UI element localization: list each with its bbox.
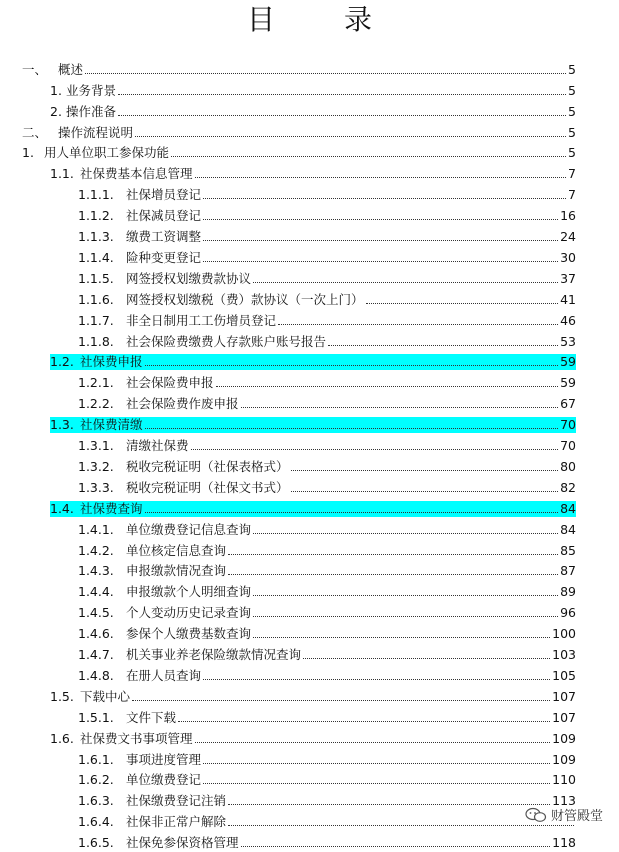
toc-entry[interactable]: [0, 309, 619, 330]
toc-entry-line: [50, 104, 576, 120]
toc-page-number: 46: [560, 312, 576, 328]
toc-entry-line: [78, 522, 576, 538]
toc-entry-number: 1.6.4.: [78, 814, 114, 830]
toc-entry-line: [78, 543, 576, 559]
toc-leader-dots: [195, 176, 567, 178]
toc-leader-dots: [203, 678, 550, 680]
toc-page-number: 85: [560, 542, 576, 558]
toc-entry[interactable]: [0, 581, 619, 602]
toc-entry-label: 个人变动历史记录查询: [126, 605, 252, 621]
toc-entry-line: [78, 480, 576, 496]
toc-entry[interactable]: [0, 727, 619, 748]
toc-entry-number: 1.4.8.: [78, 667, 114, 683]
toc-entry-line: [78, 563, 576, 579]
toc-leader-dots: [216, 385, 559, 387]
toc-leader-dots: [253, 615, 558, 617]
toc-entry-label: 社会保险费申报: [126, 375, 214, 391]
toc-entry-label: 社会保险费作废申报: [126, 396, 239, 412]
toc-entry-line: [78, 313, 576, 329]
toc-entry-number: 1.4.: [50, 500, 74, 516]
toc-page-number: 82: [560, 479, 576, 495]
toc-entry-label: 社保费基本信息管理: [80, 166, 193, 182]
toc-page-number: 5: [568, 103, 576, 119]
toc-entry[interactable]: [0, 163, 619, 184]
toc-leader-dots: [145, 427, 559, 429]
toc-leader-dots: [203, 782, 550, 784]
toc-entry-number: 1.1.7.: [78, 312, 114, 328]
toc-entry-line: [78, 752, 576, 768]
toc-entry-label: 社保缴费登记注销: [126, 793, 227, 809]
toc-entry[interactable]: [0, 392, 619, 413]
toc-entry-label: 社保免参保资格管理: [126, 835, 239, 851]
toc-entry-label: 概述: [58, 61, 84, 77]
toc-entry[interactable]: [0, 413, 619, 434]
page-title: 目 录: [247, 3, 402, 36]
toc-entry-label: 社保非正常户解除: [126, 814, 227, 830]
toc-entry[interactable]: [0, 183, 619, 204]
toc-entry-label: 操作流程说明: [58, 124, 134, 140]
toc-entry[interactable]: [0, 497, 619, 518]
toc-entry-line: [78, 396, 576, 412]
toc-entry-label: 单位缴费登记: [126, 772, 202, 788]
toc-entry-number: 1.1.: [50, 166, 74, 182]
toc-entry-number: 1.4.1.: [78, 521, 114, 537]
toc-page-number: 5: [568, 124, 576, 140]
toc-entry[interactable]: [0, 748, 619, 769]
toc-entry-line: [78, 459, 576, 475]
toc-entry-line: [78, 647, 576, 663]
toc-page-number: 107: [552, 709, 576, 725]
toc-entry-number: 1.1.6.: [78, 291, 114, 307]
toc-entry-line: [78, 292, 576, 308]
toc-entry-number: 1.1.2.: [78, 208, 114, 224]
toc-entry[interactable]: [0, 706, 619, 727]
toc-entry-label: 业务背景: [66, 82, 117, 98]
toc-entry[interactable]: [0, 434, 619, 455]
toc-page-number: 87: [560, 563, 576, 579]
toc-page-number: 53: [560, 333, 576, 349]
toc-entry-label: 文件下载: [126, 709, 177, 725]
toc-leader-dots: [253, 281, 558, 283]
toc-entry-number: 1.2.2.: [78, 396, 114, 412]
toc-entry-line: [22, 125, 576, 141]
toc-entry-number: 1.6.: [50, 730, 74, 746]
toc-entry-label: 用人单位职工参保功能: [44, 145, 170, 161]
toc-entry-line: [78, 438, 576, 454]
toc-entry-number: 二、: [22, 124, 48, 140]
toc-entry-label: 网签授权划缴费款协议: [126, 270, 252, 286]
toc-entry[interactable]: [0, 142, 619, 163]
toc-entry-number: 1.2.1.: [78, 375, 114, 391]
toc-page-number: 59: [560, 354, 576, 370]
toc-entry-label: 险种变更登记: [126, 249, 202, 265]
toc-entry-line: [50, 731, 576, 747]
toc-entry[interactable]: [0, 518, 619, 539]
toc-entry[interactable]: [0, 685, 619, 706]
toc-leader-dots: [253, 594, 558, 596]
toc-entry[interactable]: [0, 831, 619, 852]
toc-page-number: 24: [560, 229, 576, 245]
toc-leader-dots: [118, 114, 566, 116]
toc-entry-label: 社保减员登记: [126, 208, 202, 224]
toc-entry-label: 社保费查询: [80, 500, 143, 516]
toc-leader-dots: [203, 197, 566, 199]
toc-entry[interactable]: [0, 121, 619, 142]
toc-leader-dots: [228, 803, 550, 805]
toc-entry-line: [78, 605, 576, 621]
toc-leader-dots: [203, 260, 558, 262]
toc-entry-line: [78, 334, 576, 350]
toc-entry-line: [50, 83, 576, 99]
toc-leader-dots: [228, 573, 558, 575]
toc-page-number: 67: [560, 396, 576, 412]
toc-leader-dots: [191, 448, 559, 450]
toc-page-number: 70: [560, 438, 576, 454]
toc-leader-dots: [278, 323, 558, 325]
toc-entry-number: 1.5.1.: [78, 709, 114, 725]
toc-entry-line: [78, 584, 576, 600]
toc-entry-line: [50, 354, 576, 370]
toc-leader-dots: [135, 135, 566, 137]
toc-page-number: 103: [552, 647, 576, 663]
toc-entry-number: 1.4.6.: [78, 626, 114, 642]
toc-entry-line: [78, 835, 576, 851]
toc-entry-line: [78, 375, 576, 391]
toc-entry[interactable]: [0, 100, 619, 121]
toc-page-number: 16: [560, 208, 576, 224]
toc-page-number: 118: [552, 835, 576, 851]
toc-entry-label: 税收完税证明（社保表格式）: [126, 458, 289, 474]
toc-leader-dots: [241, 845, 551, 847]
toc-entry-label: 单位缴费登记信息查询: [126, 521, 252, 537]
toc-page-number: 5: [568, 61, 576, 77]
toc-entry[interactable]: [0, 664, 619, 685]
toc-page-number: 96: [560, 605, 576, 621]
toc-leader-dots: [203, 218, 558, 220]
toc-entry[interactable]: [0, 330, 619, 351]
toc-entry-line: [78, 814, 576, 830]
toc-entry-line: [50, 166, 576, 182]
toc-page-number: 41: [560, 291, 576, 307]
toc-entry-line: [78, 208, 576, 224]
toc-leader-dots: [228, 824, 574, 826]
toc-entry[interactable]: [0, 246, 619, 267]
toc-page-number: 105: [552, 667, 576, 683]
toc-entry-line: [50, 501, 576, 517]
toc-page-number: 7: [568, 166, 576, 182]
toc-leader-dots: [253, 532, 558, 534]
toc-page-number: 59: [560, 375, 576, 391]
toc-entry[interactable]: [0, 372, 619, 393]
toc-leader-dots: [145, 364, 559, 366]
toc-leader-dots: [241, 406, 559, 408]
toc-entry-number: 1.6.3.: [78, 793, 114, 809]
toc-entry-label: 机关事业养老保险缴款情况查询: [126, 647, 302, 663]
toc-leader-dots: [132, 699, 550, 701]
toc-entry[interactable]: [0, 267, 619, 288]
toc-page-number: 70: [560, 417, 576, 433]
toc-entry-line: [22, 62, 576, 78]
toc-entry[interactable]: [0, 204, 619, 225]
toc-page-number: 110: [552, 772, 576, 788]
toc-page-number: 84: [560, 500, 576, 516]
toc-page-number: 5: [568, 82, 576, 98]
toc-entry-line: [78, 229, 576, 245]
toc-entry-number: 1.1.1.: [78, 187, 114, 203]
toc-entry-label: 社保增员登记: [126, 187, 202, 203]
toc-entry-number: 1.: [50, 82, 62, 98]
toc-entry[interactable]: [0, 601, 619, 622]
toc-page-number: 80: [560, 458, 576, 474]
toc-entry[interactable]: [0, 351, 619, 372]
toc-entry-number: 1.6.1.: [78, 751, 114, 767]
toc-entry-label: 非全日制用工工伤增员登记: [126, 312, 277, 328]
toc-entry[interactable]: [0, 476, 619, 497]
toc-leader-dots: [328, 344, 558, 346]
toc-entry[interactable]: [0, 79, 619, 100]
toc-entry-number: 1.5.: [50, 688, 74, 704]
toc-entry-line: [78, 271, 576, 287]
toc-entry-number: 1.3.: [50, 417, 74, 433]
toc-page-number: 89: [560, 584, 576, 600]
toc-page-number: 109: [552, 751, 576, 767]
toc-page-number: 5: [568, 145, 576, 161]
toc-entry-number: 1.3.2.: [78, 458, 114, 474]
toc-leader-dots: [253, 636, 550, 638]
toc-entry-number: 1.4.7.: [78, 647, 114, 663]
toc-page-number: 7: [568, 187, 576, 203]
toc-entry[interactable]: [0, 539, 619, 560]
toc-entry-line: [78, 772, 576, 788]
toc-leader-dots: [203, 239, 558, 241]
toc-entry-number: 2.: [50, 103, 62, 119]
toc-entry-label: 社会保险费缴费人存款账户账号报告: [126, 333, 327, 349]
toc-entry[interactable]: [0, 769, 619, 790]
toc-entry-number: 1.3.1.: [78, 438, 114, 454]
toc-entry[interactable]: [0, 643, 619, 664]
toc-page-number: 100: [552, 626, 576, 642]
toc-entry-label: 网签授权划缴税（费）款协议（一次上门）: [126, 291, 364, 307]
toc-leader-dots: [171, 155, 566, 157]
toc-entry-line: [78, 668, 576, 684]
toc-leader-dots: [118, 93, 566, 95]
toc-entry-label: 税收完税证明（社保文书式）: [126, 479, 289, 495]
toc-leader-dots: [203, 762, 550, 764]
toc-page-number: 30: [560, 249, 576, 265]
toc-entry-number: 1.4.4.: [78, 584, 114, 600]
toc-entry-label: 参保个人缴费基数查询: [126, 626, 252, 642]
toc-entry-line: [78, 187, 576, 203]
toc-leader-dots: [178, 720, 550, 722]
toc-entry-number: 1.4.3.: [78, 563, 114, 579]
toc-leader-dots: [195, 741, 551, 743]
toc-entry-number: 1.1.5.: [78, 270, 114, 286]
toc-entry-label: 社保费清缴: [80, 417, 143, 433]
toc-entry-line: [78, 793, 576, 809]
toc-entry[interactable]: [0, 622, 619, 643]
toc-leader-dots: [228, 553, 558, 555]
toc-entry-number: 1.: [22, 145, 34, 161]
toc-entry-label: 社保费文书事项管理: [80, 730, 193, 746]
toc-entry[interactable]: [0, 58, 619, 79]
toc-entry-number: 一、: [22, 61, 48, 77]
toc-entry-label: 下载中心: [80, 688, 131, 704]
watermark: [525, 805, 603, 824]
toc-entry-number: 1.2.: [50, 354, 74, 370]
toc-page-number: 113: [552, 793, 576, 809]
toc-entry-label: 社保费申报: [80, 354, 143, 370]
toc-entry-number: 1.1.8.: [78, 333, 114, 349]
toc-entry-number: 1.6.2.: [78, 772, 114, 788]
toc-entry-number: 1.4.5.: [78, 605, 114, 621]
toc-entry-number: 1.4.2.: [78, 542, 114, 558]
toc-entry-number: 1.1.4.: [78, 249, 114, 265]
toc-entry-number: 1.1.3.: [78, 229, 114, 245]
toc-entry[interactable]: [0, 560, 619, 581]
toc-leader-dots: [366, 302, 559, 304]
toc-leader-dots: [303, 657, 550, 659]
toc-entry-line: [50, 417, 576, 433]
toc-entry-label: 事项进度管理: [126, 751, 202, 767]
toc-leader-dots: [85, 72, 566, 74]
toc-entry-line: [22, 145, 576, 161]
toc-leader-dots: [291, 469, 559, 471]
toc-entry-label: 在册人员查询: [126, 667, 202, 683]
toc-entry-label: 缴费工资调整: [126, 229, 202, 245]
toc-entry[interactable]: [0, 225, 619, 246]
toc-entry[interactable]: [0, 288, 619, 309]
toc-entry-line: [50, 689, 576, 705]
toc-leader-dots: [291, 490, 559, 492]
toc-page-number: 109: [552, 730, 576, 746]
toc-entry[interactable]: [0, 455, 619, 476]
toc-page-number: 37: [560, 270, 576, 286]
toc-entry-label: 操作准备: [66, 103, 117, 119]
toc-entry-line: [78, 710, 576, 726]
wechat-icon: [525, 807, 547, 823]
toc-entry-label: 单位核定信息查询: [126, 542, 227, 558]
toc-entry-label: 申报缴款情况查询: [126, 563, 227, 579]
toc-entry-label: 申报缴款个人明细查询: [126, 584, 252, 600]
toc-page-number: 84: [560, 521, 576, 537]
watermark-text: 财管殿堂: [550, 809, 603, 824]
toc-entry-number: 1.3.3.: [78, 479, 114, 495]
toc-page-number: 107: [552, 688, 576, 704]
toc-entry-line: [78, 626, 576, 642]
toc-leader-dots: [145, 511, 559, 513]
toc-entry-number: 1.6.5.: [78, 835, 114, 851]
toc-entry-line: [78, 250, 576, 266]
toc-entry-label: 清缴社保费: [126, 438, 189, 454]
